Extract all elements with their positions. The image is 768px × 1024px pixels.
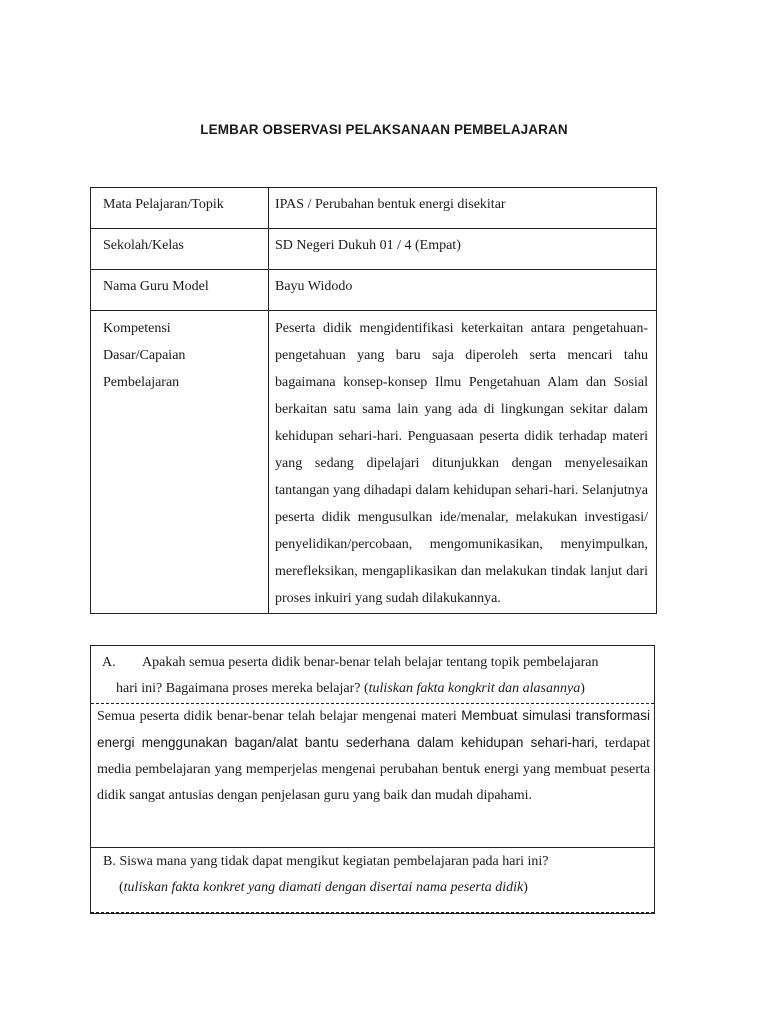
table-row (91, 229, 657, 270)
competency-label-line: Kompetensi (103, 321, 171, 336)
table-row (91, 188, 657, 229)
dashed-divider (91, 912, 654, 913)
competency-label-line: Dasar/Capaian (103, 348, 186, 363)
school-class-value: SD Negeri Dukuh 01 / 4 (Empat) (269, 229, 657, 270)
answer-a-part3: , terdapat media pembelajaran yang memperjelas mengenai perubahan bentuk energi yang membuat peserta didik sangat antusias dengan penjelasan guru yang baik dan mudah dipahami. (97, 736, 650, 803)
school-class-label: Sekolah/Kelas (91, 229, 269, 270)
answer-a-part2: Membuat simulasi transformasi energi menggunakan bagan/alat bantu sederhana dalam kehidupan sehari-hari (97, 708, 650, 750)
question-b (103, 849, 643, 901)
answer-a (97, 703, 650, 809)
subject-value: IPAS / Perubahan bentuk energi disekitar (269, 188, 657, 229)
question-a-letter: A. (102, 655, 116, 670)
observation-box (90, 645, 655, 914)
competency-value-cell (269, 311, 657, 614)
competency-value: Peserta didik mengidentifikasi keterkaitan antara pengetahuan-pengetahuan yang baru saja diperoleh serta mencari tahu bagaimana konsep-konsep Ilmu Pengetahuan Alam dan Sosial berkaitan satu sama lain yang ada di lingkungan sekitar dalam kehidupan sehari-hari. Penguasaan peserta didik terhadap materi yang sedang dipelajari ditunjukkan dengan menyelesaikan tantangan yang dihadapi dalam kehidupan sehari-hari. Selanjutnya peserta didik mengusulkan ide/menalar, melakukan investigasi/ penyelidikan/percobaan, mengomunikasikan, menyimpulkan, merefleksikan, mengaplikasikan dan melakukan tindak lanjut dari proses inkuiri yang sudah dilakukannya. (275, 321, 648, 606)
question-a-close: ) (580, 681, 585, 696)
question-b-line1: B. Siswa mana yang tidak dapat mengikut kegiatan pembelajaran pada hari ini? (103, 854, 549, 869)
table-row (91, 311, 657, 614)
question-a (102, 650, 642, 702)
question-a-line1: Apakah semua peserta didik benar-benar telah belajar tentang topik pembelajaran (142, 655, 599, 670)
competency-label (91, 311, 269, 614)
question-b-open: ( (119, 880, 124, 895)
question-b-close: ) (523, 880, 528, 895)
section-divider (91, 847, 654, 848)
question-a-instruction: tuliskan fakta kongkrit dan alasannya (368, 681, 581, 696)
subject-label: Mata Pelajaran/Topik (91, 188, 269, 229)
answer-a-part1: Semua peserta didik benar-benar telah belajar mengenai materi (97, 709, 457, 724)
question-b-instruction: tuliskan fakta konkret yang diamati dengan disertai nama peserta didik (123, 880, 524, 895)
page-title: LEMBAR OBSERVASI PELAKSANAAN PEMBELAJARAN (200, 122, 568, 137)
table-row (91, 270, 657, 311)
question-a-line2: hari ini? Bagaimana proses mereka belajar? ( (116, 681, 369, 696)
teacher-value: Bayu Widodo (269, 270, 657, 311)
teacher-label: Nama Guru Model (91, 270, 269, 311)
competency-label-line: Pembelajaran (103, 375, 180, 390)
info-table (90, 187, 657, 614)
